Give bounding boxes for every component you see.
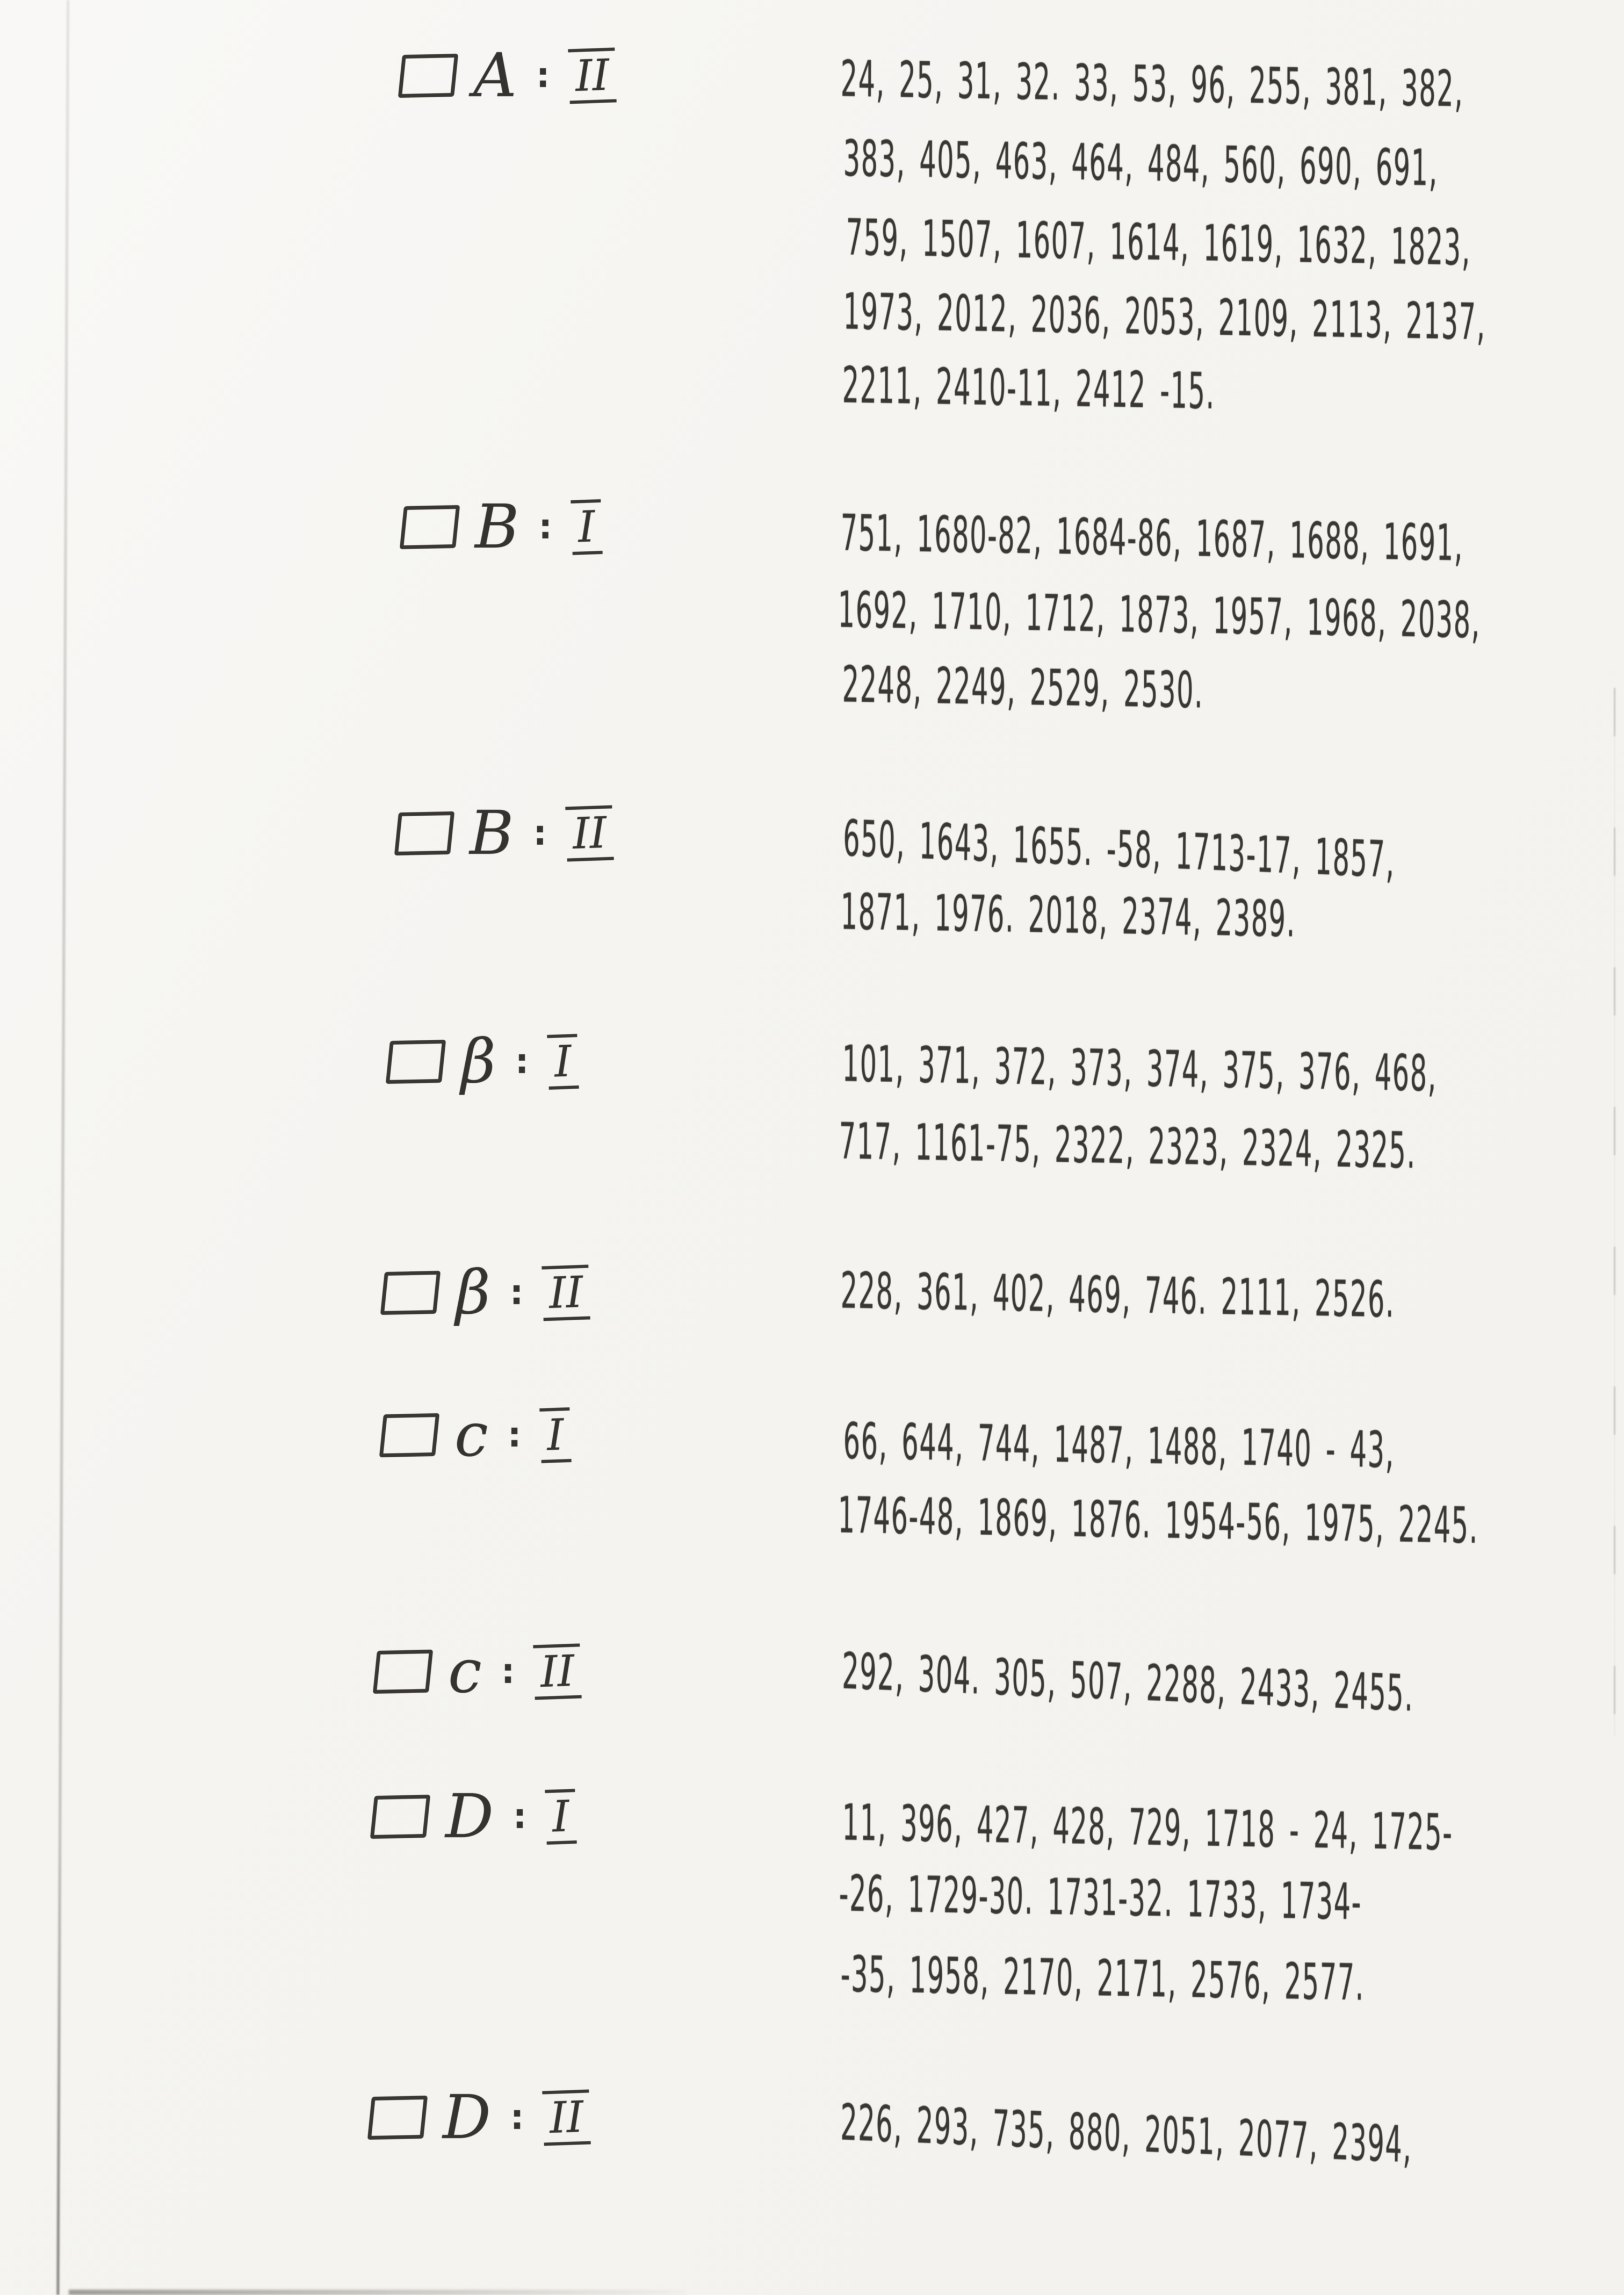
number-line: 759, 1507, 1607, 1614, 1619, 1632, 1823,: [846, 208, 1471, 278]
number-line: -35, 1958, 2170, 2171, 2576, 2577.: [840, 1945, 1365, 2013]
number-line: 1746-48, 1869, 1876. 1954-56, 1975, 2245.: [838, 1486, 1479, 1556]
entry-numeral: I: [540, 1407, 572, 1463]
number-line: 24, 25, 31, 32. 33, 53, 96, 255, 381, 382,: [840, 50, 1464, 119]
colon-separator: :: [501, 1652, 515, 1692]
entry-numeral: I: [547, 1034, 579, 1090]
entry-label-beta1: [388, 1027, 578, 1097]
checkbox-icon: [394, 811, 454, 855]
number-line: 1692, 1710, 1712, 1873, 1957, 1968, 2038,: [838, 581, 1481, 650]
colon-separator: :: [509, 1273, 524, 1313]
checkbox-icon: [367, 2096, 428, 2140]
entry-label-beta2: [382, 1258, 590, 1328]
checkbox-icon: [400, 505, 460, 549]
entry-numeral: II: [542, 1265, 591, 1321]
entry-numeral: II: [565, 805, 614, 862]
page-edge-shadow-bottom: [69, 2290, 687, 2295]
colon-separator: :: [533, 814, 547, 853]
entry-letter: D: [445, 1782, 494, 1852]
entry-letter: c: [448, 1637, 482, 1707]
entry-letter: B: [475, 492, 519, 562]
number-line: 292, 304. 305, 507, 2288, 2433, 2455.: [841, 1642, 1414, 1724]
colon-separator: :: [507, 1415, 522, 1455]
entry-label-c1: [381, 1400, 571, 1470]
number-line: -26, 1729-30. 1731-32. 1733, 1734-: [839, 1865, 1362, 1932]
checkbox-icon: [370, 1795, 430, 1839]
colon-separator: :: [515, 1042, 529, 1082]
number-line: 2211, 2410-11, 2412 -15.: [842, 356, 1216, 421]
number-line: 1973, 2012, 2036, 2053, 2109, 2113, 2137,: [843, 283, 1486, 352]
checkbox-icon: [373, 1650, 433, 1694]
entry-label-b1: [402, 492, 602, 562]
number-line: 383, 405, 463, 464, 484, 560, 690, 691,: [843, 130, 1439, 198]
entry-letter: D: [443, 2083, 491, 2153]
number-line: 228, 361, 402, 469, 746. 2111, 2526.: [840, 1262, 1395, 1329]
colon-separator: :: [510, 2098, 524, 2138]
entry-letter: B: [470, 798, 514, 868]
checkbox-icon: [386, 1040, 446, 1084]
number-line: 66, 644, 744, 1487, 1488, 1740 - 43,: [843, 1412, 1395, 1480]
colon-separator: :: [536, 56, 550, 96]
page-edge-shadow-left: [56, 0, 69, 2295]
entry-numeral: I: [545, 1789, 577, 1845]
number-line: 11, 396, 427, 428, 729, 1718 - 24, 1725-: [842, 1794, 1453, 1862]
number-line: 226, 293, 735, 880, 2051, 2077, 2394,: [840, 2093, 1413, 2175]
checkbox-icon: [380, 1271, 441, 1315]
entry-numeral: II: [543, 2090, 591, 2146]
checkbox-icon: [379, 1413, 439, 1457]
entry-label-a2: [400, 41, 616, 111]
colon-separator: :: [538, 507, 552, 547]
colon-separator: :: [513, 1797, 527, 1837]
number-line: 751, 1680-82, 1684-86, 1687, 1688, 1691,: [840, 504, 1464, 573]
entry-letter: c: [454, 1400, 488, 1470]
entry-label-d1: [372, 1782, 576, 1852]
entry-letter: β: [456, 1258, 490, 1328]
number-line: 1871, 1976. 2018, 2374, 2389.: [840, 883, 1296, 949]
number-line: 2248, 2249, 2529, 2530.: [842, 656, 1204, 721]
entry-label-c2: [375, 1637, 581, 1707]
page-edge-shadow-right: [1614, 688, 1615, 1736]
entry-letter: β: [461, 1027, 496, 1097]
number-line: 717, 1161-75, 2322, 2323, 2324, 2325.: [839, 1112, 1416, 1181]
entry-label-b2: [396, 798, 613, 868]
entry-letter: A: [473, 41, 517, 111]
number-line: 650, 1643, 1655. -58, 1713-17, 1857,: [842, 809, 1396, 890]
entry-numeral: I: [571, 499, 602, 555]
checkbox-icon: [398, 54, 458, 98]
entry-numeral: II: [568, 48, 617, 104]
entry-numeral: II: [533, 1644, 582, 1700]
entry-label-d2: [370, 2083, 590, 2153]
number-line: 101, 371, 372, 373, 374, 375, 376, 468,: [842, 1035, 1438, 1104]
